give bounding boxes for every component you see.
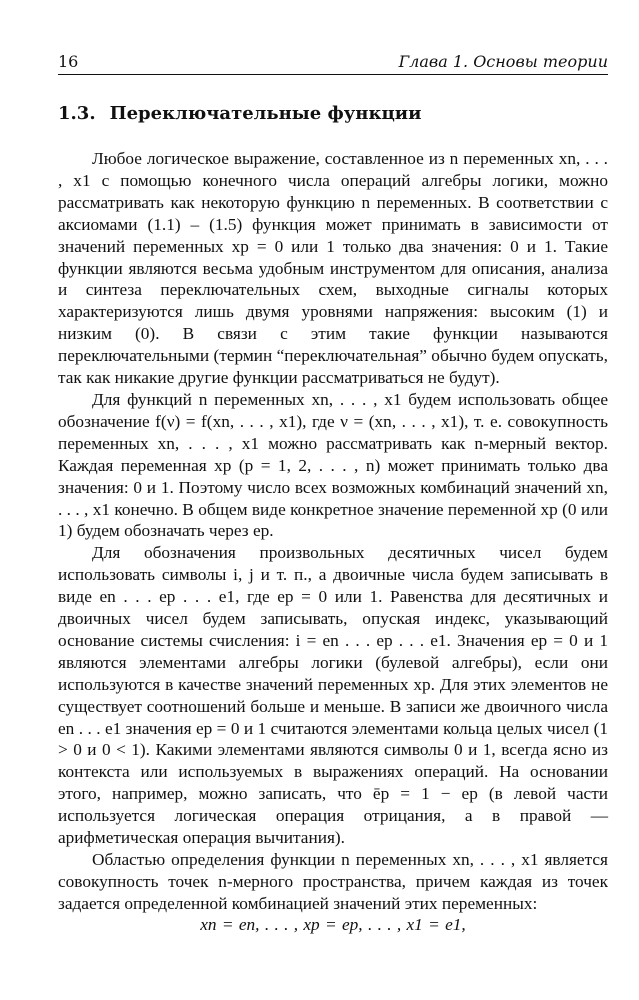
paragraph-1: Любое логическое выражение, составленное из n переменных xn, . . . , x1 с помощью конечного числа операций алгебры логики, можно рассматривать как некоторую функцию n переменных. В соответствии с аксиомами (1.1) – (1.5) функция может принимать в зависимости от значений переменных xp = 0 или 1 только два значения: 0 и 1. Такие функции являются весьма удобным инструментом для описания, анализа и синтеза переключательных схем, выходные сигналы которых характеризуются лишь двумя уровнями напряжения: высоким (1) и низким (0). В связи с этим такие функции называются переключательными (термин “переключательная” обычно будем опускать, так как никакие другие функции рассматриваться не будут). <box>58 149 608 388</box>
running-head <box>58 50 608 75</box>
section-heading <box>58 103 421 124</box>
paragraph-3: Для обозначения произвольных десятичных чисел будем использовать символы i, j и т. п., а двоичные числа будем записывать в виде en . . . ep . . . e1, где ep = 0 или 1. Равенства для десятичных и двоичных чисел будем записывать, опуская индекс, указывающий основание системы счисления: i = en . . . ep . . . e1. Значения ep = 0 и 1 являются элементами алгебры логики (булевой алгебры), если они используются в качестве значений переменных xp. Для этих элементов не существует соотношений больше и меньше. В записи же двоичного числа en . . . e1 значения ep = 0 и 1 считаются элементами кольца целых чисел (1 > 0 и 0 < 1). Какими элементами являются символы 0 и 1, всегда ясно из контекста или используемых в выражениях операций. На основании этого, например, можно записать, что ēp = 1 − ep (в левой части используется логическая операция отрицания, а в правой — арифметическая операция вычитания). <box>58 543 608 848</box>
paragraph-4: Областью определения функции n переменных xn, . . . , x1 является совокупность точек n-мерного пространства, причем каждая из точек задается определенной комбинацией значений этих переменных: <box>58 850 608 913</box>
section-number: 1.3. <box>58 103 96 124</box>
display-formula: xn = en, . . . , xp = ep, . . . , x1 = e1, <box>200 915 466 934</box>
body-text <box>58 148 608 915</box>
section-title: Переключательные функции <box>109 103 422 124</box>
chapter-title: Глава 1. Основы теории <box>398 52 608 71</box>
page-number: 16 <box>58 52 79 71</box>
paragraph-2: Для функций n переменных xn, . . . , x1 будем использовать общее обозначение f(ν) = f(xn, . . . , x1), где ν = (xn, . . . , x1), т. е. совокупность переменных xn, . . . , x1 можно рассматривать как n-мерный вектор. Каждая переменная xp (p = 1, 2, . . . , n) может принимать только два значения: 0 и 1. Поэтому число всех возможных комбинаций значений xn, . . . , x1 конечно. В общем виде конкретное значение переменной xp (0 или 1) будем обозначать через ep. <box>58 389 608 541</box>
